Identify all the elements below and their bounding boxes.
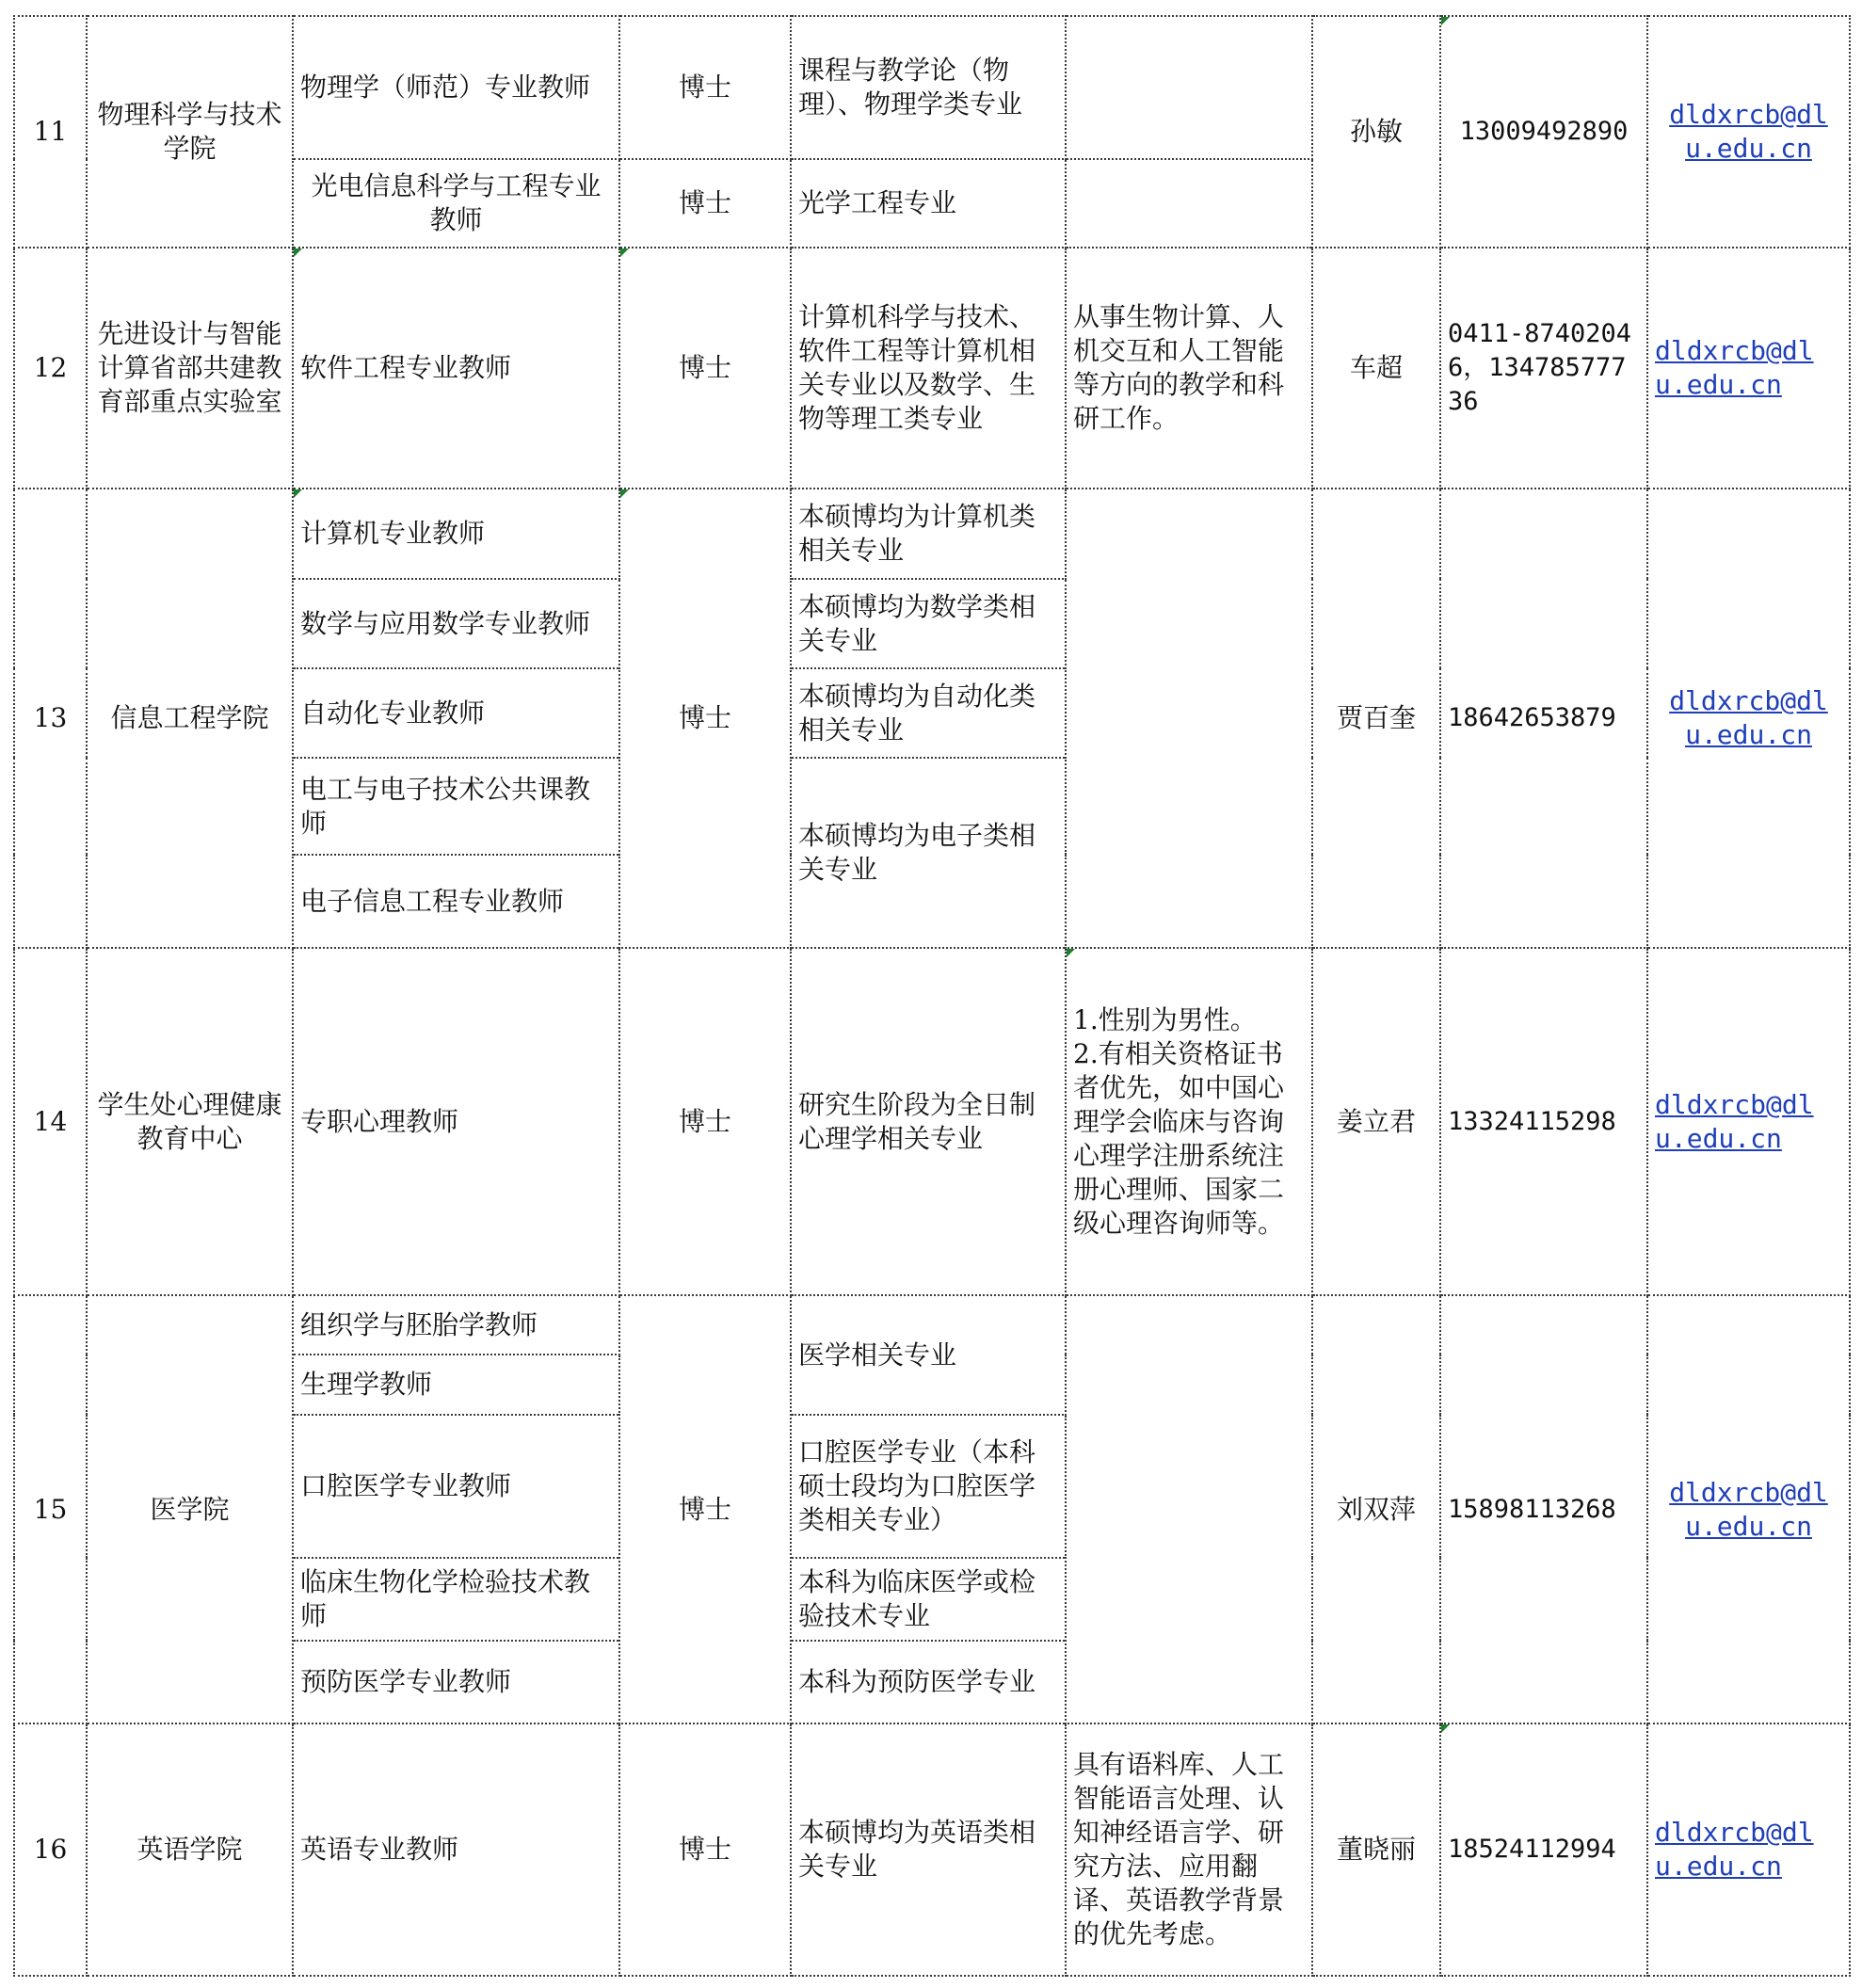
email-link[interactable]: dldxrcb@dlu.edu.cn	[1669, 685, 1828, 750]
position-title: 自动化专业教师	[293, 668, 619, 758]
other-requirement: 从事生物计算、人机交互和人工智能等方向的教学和科研工作。	[1066, 248, 1312, 489]
row-number: 15	[14, 1295, 87, 1723]
major-requirement: 本硕博均为电子类相关专业	[791, 758, 1066, 948]
degree: 博士	[619, 159, 791, 248]
contact-person: 董晓丽	[1312, 1723, 1440, 1976]
contact-person: 车超	[1312, 248, 1440, 489]
contact-phone: 18642653879	[1440, 489, 1647, 948]
other-requirement	[1066, 1295, 1312, 1723]
degree: 博士	[619, 948, 791, 1295]
unit-name: 医学院	[87, 1295, 293, 1723]
position-title: 组织学与胚胎学教师	[293, 1295, 619, 1355]
row-number: 12	[14, 248, 87, 489]
contact-phone: 13009492890	[1440, 16, 1647, 248]
degree: 博士	[619, 248, 791, 489]
table-row	[14, 489, 1850, 579]
email-link[interactable]: dldxrcb@dlu.edu.cn	[1669, 1476, 1828, 1542]
major-requirement: 本硕博均为自动化类相关专业	[791, 668, 1066, 758]
email-link[interactable]: dldxrcb@dlu.edu.cn	[1655, 335, 1814, 400]
contact-person: 刘双萍	[1312, 1295, 1440, 1723]
position-title: 专职心理教师	[293, 948, 619, 1295]
position-title: 软件工程专业教师	[293, 248, 619, 489]
major-requirement: 课程与教学论（物理）、物理学类专业	[791, 16, 1066, 159]
major-requirement: 医学相关专业	[791, 1295, 1066, 1415]
unit-name: 学生处心理健康教育中心	[87, 948, 293, 1295]
position-title: 电工与电子技术公共课教师	[293, 758, 619, 855]
major-requirement: 本硕博均为计算机类相关专业	[791, 489, 1066, 579]
email-link[interactable]: dldxrcb@dlu.edu.cn	[1655, 1088, 1814, 1154]
email-link[interactable]: dldxrcb@dlu.edu.cn	[1669, 99, 1828, 164]
unit-name: 信息工程学院	[87, 489, 293, 948]
contact-phone: 18524112994	[1440, 1723, 1647, 1976]
contact-phone: 15898113268	[1440, 1295, 1647, 1723]
contact-email	[1647, 489, 1850, 948]
unit-name: 英语学院	[87, 1723, 293, 1976]
position-title: 物理学（师范）专业教师	[293, 16, 619, 159]
contact-person: 孙敏	[1312, 16, 1440, 248]
recruitment-table-page	[13, 15, 1849, 1973]
position-title: 预防医学专业教师	[293, 1641, 619, 1723]
contact-email	[1647, 948, 1850, 1295]
table-row	[14, 1723, 1850, 1976]
position-title: 临床生物化学检验技术教师	[293, 1558, 619, 1641]
position-title: 光电信息科学与工程专业教师	[293, 159, 619, 248]
position-title: 生理学教师	[293, 1355, 619, 1415]
major-requirement: 本科为临床医学或检验技术专业	[791, 1558, 1066, 1641]
contact-email	[1647, 248, 1850, 489]
row-number: 14	[14, 948, 87, 1295]
contact-email	[1647, 16, 1850, 248]
table-row	[14, 248, 1850, 489]
position-title: 口腔医学专业教师	[293, 1415, 619, 1558]
email-link[interactable]: dldxrcb@dlu.edu.cn	[1655, 1817, 1814, 1882]
table-row	[14, 1295, 1850, 1355]
recruitment-table	[13, 15, 1851, 1977]
contact-email	[1647, 1723, 1850, 1976]
major-requirement: 研究生阶段为全日制心理学相关专业	[791, 948, 1066, 1295]
table-row	[14, 948, 1850, 1295]
major-requirement: 本硕博均为数学类相关专业	[791, 579, 1066, 668]
table-row	[14, 16, 1850, 159]
major-requirement: 光学工程专业	[791, 159, 1066, 248]
row-number: 16	[14, 1723, 87, 1976]
major-requirement: 本科为预防医学专业	[791, 1641, 1066, 1723]
degree: 博士	[619, 16, 791, 159]
unit-name: 物理科学与技术学院	[87, 16, 293, 248]
position-title: 电子信息工程专业教师	[293, 855, 619, 948]
position-title: 英语专业教师	[293, 1723, 619, 1976]
major-requirement: 本硕博均为英语类相关专业	[791, 1723, 1066, 1976]
row-number: 13	[14, 489, 87, 948]
row-number: 11	[14, 16, 87, 248]
contact-email	[1647, 1295, 1850, 1723]
degree: 博士	[619, 489, 791, 948]
position-title: 数学与应用数学专业教师	[293, 579, 619, 668]
contact-phone: 0411-87402046，13478577736	[1440, 248, 1647, 489]
position-title: 计算机专业教师	[293, 489, 619, 579]
major-requirement: 口腔医学专业（本科硕士段均为口腔医学类相关专业）	[791, 1415, 1066, 1558]
contact-person: 姜立君	[1312, 948, 1440, 1295]
other-requirement	[1066, 159, 1312, 248]
contact-person: 贾百奎	[1312, 489, 1440, 948]
unit-name: 先进设计与智能计算省部共建教育部重点实验室	[87, 248, 293, 489]
other-requirement	[1066, 16, 1312, 159]
contact-phone: 13324115298	[1440, 948, 1647, 1295]
other-requirement	[1066, 489, 1312, 948]
major-requirement: 计算机科学与技术、软件工程等计算机相关专业以及数学、生物等理工类专业	[791, 248, 1066, 489]
degree: 博士	[619, 1295, 791, 1723]
other-requirement: 1.性别为男性。 2.有相关资格证书者优先，如中国心理学会临床与咨询心理学注册系统注册心理师、国家二级心理咨询师等。	[1066, 948, 1312, 1295]
other-requirement: 具有语料库、人工智能语言处理、认知神经语言学、研究方法、应用翻译、英语教学背景的优先考虑。	[1066, 1723, 1312, 1976]
degree: 博士	[619, 1723, 791, 1976]
